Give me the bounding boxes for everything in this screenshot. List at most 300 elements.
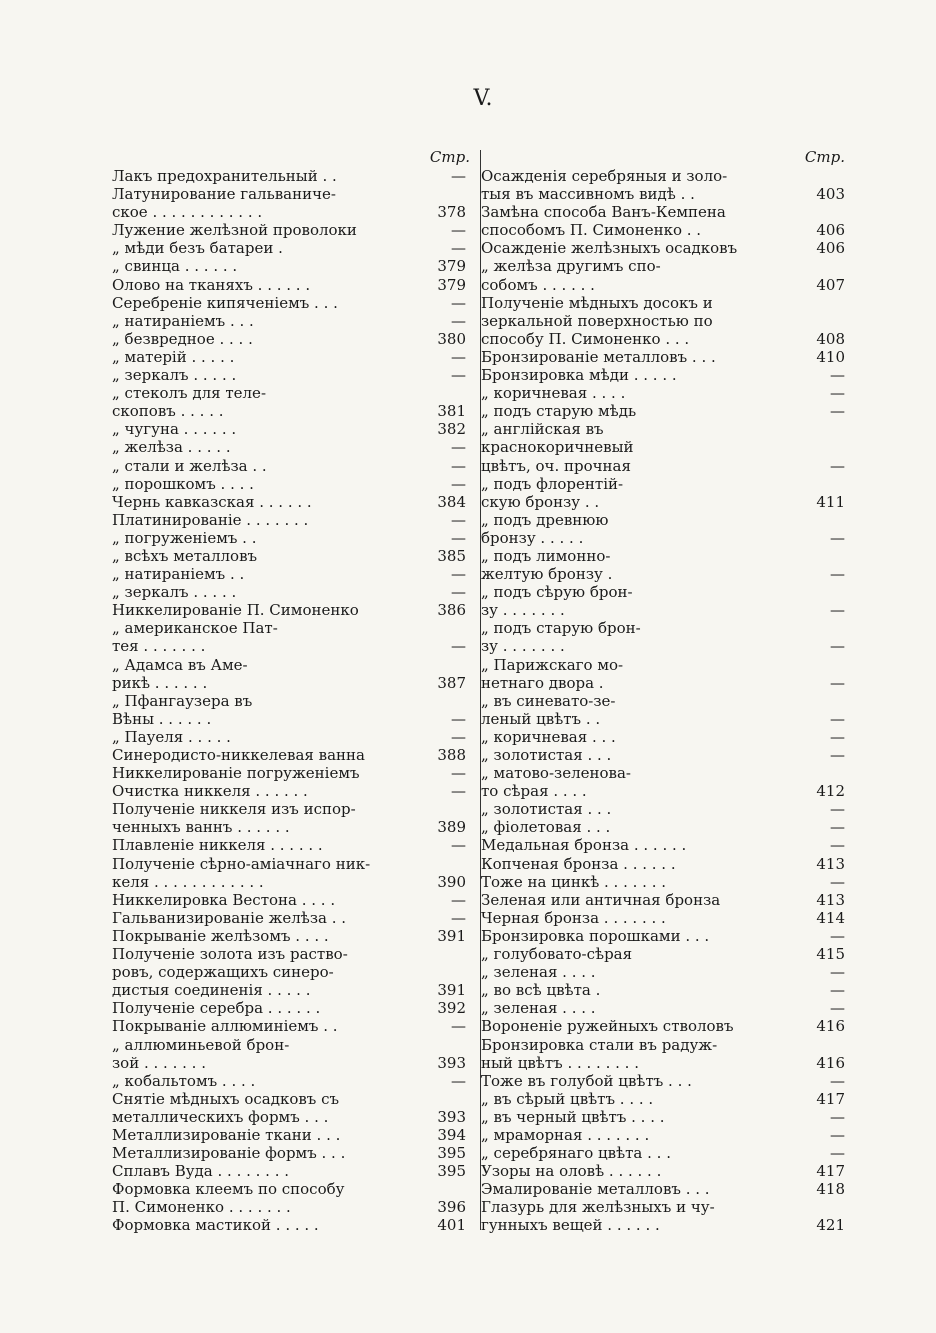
entry-page: — bbox=[830, 366, 845, 385]
entry-title: Бронзировка порошками . . . bbox=[481, 926, 710, 945]
entry-page: 413 bbox=[816, 854, 845, 873]
entry-page: — bbox=[830, 1071, 845, 1090]
entry-page: — bbox=[451, 438, 466, 457]
index-entry bbox=[112, 511, 470, 529]
entry-title: „ зеркалъ . . . . . bbox=[112, 583, 237, 602]
entry-title: Осажденіе желѣзныхъ осадковъ bbox=[481, 239, 738, 258]
index-entry bbox=[481, 891, 845, 909]
entry-title: бронзу . . . . . bbox=[481, 528, 584, 547]
index-entry bbox=[112, 366, 470, 384]
index-entry bbox=[481, 366, 845, 384]
entry-title: Полученіе никкеля изъ испор- bbox=[112, 800, 356, 819]
index-entry bbox=[481, 674, 845, 692]
index-entry bbox=[481, 1144, 845, 1162]
entry-title: Чернь кавказская . . . . . . bbox=[112, 492, 312, 511]
entry-title: зу . . . . . . . bbox=[481, 601, 565, 620]
index-entry bbox=[112, 746, 470, 764]
entry-page: — bbox=[830, 528, 845, 547]
entry-title: „ Адамса въ Аме- bbox=[112, 655, 248, 674]
index-entry bbox=[481, 800, 845, 818]
entry-page: — bbox=[830, 1125, 845, 1144]
entry-page: — bbox=[830, 836, 845, 855]
entry-title: Вороненіе ружейныхъ стволовъ bbox=[481, 1017, 734, 1036]
entry-title: Вѣны . . . . . . bbox=[112, 709, 212, 728]
index-entry bbox=[481, 438, 845, 456]
entry-page: — bbox=[451, 1017, 466, 1036]
index-entry bbox=[481, 330, 845, 348]
index-entry bbox=[112, 1036, 470, 1054]
entry-title: „ стали и желѣза . . bbox=[112, 456, 267, 475]
entry-title: „ золотистая . . . bbox=[481, 800, 612, 819]
entry-page: 413 bbox=[816, 890, 845, 909]
index-entry bbox=[112, 312, 470, 330]
entry-page: 396 bbox=[437, 1198, 466, 1217]
entry-page: — bbox=[451, 637, 466, 656]
entry-page: 401 bbox=[437, 1216, 466, 1235]
index-entry bbox=[112, 1017, 470, 1035]
entry-title: зу . . . . . . . bbox=[481, 637, 565, 656]
index-entry bbox=[112, 909, 470, 927]
entry-title: Формовка мастикой . . . . . bbox=[112, 1216, 319, 1235]
entry-title: „ фіолетовая . . . bbox=[481, 818, 611, 837]
entry-title: Металлизированіе формъ . . . bbox=[112, 1144, 346, 1163]
entry-page: 403 bbox=[816, 185, 845, 204]
entry-page: — bbox=[451, 474, 466, 493]
index-entry bbox=[481, 276, 845, 294]
page-column-header: Стр. bbox=[804, 148, 845, 166]
entry-page: 395 bbox=[437, 1144, 466, 1163]
entry-page: 406 bbox=[816, 239, 845, 258]
entry-page: 394 bbox=[437, 1125, 466, 1144]
index-entry bbox=[481, 475, 845, 493]
index-entry bbox=[481, 1017, 845, 1035]
entry-title: Никкелированіе погруженіемъ bbox=[112, 764, 360, 783]
entry-page: 410 bbox=[816, 347, 845, 366]
index-entry bbox=[112, 710, 470, 728]
index-entry bbox=[481, 909, 845, 927]
index-entry bbox=[112, 1162, 470, 1180]
entry-title: Очистка никкеля . . . . . . bbox=[112, 782, 308, 801]
index-entry bbox=[481, 1180, 845, 1198]
index-entry bbox=[481, 836, 845, 854]
entry-page: 416 bbox=[816, 1053, 845, 1072]
entry-page: — bbox=[451, 565, 466, 584]
entry-title: Полученіе серебра . . . . . . bbox=[112, 999, 321, 1018]
entry-page: — bbox=[451, 528, 466, 547]
index-entry bbox=[112, 438, 470, 456]
index-entry bbox=[112, 1126, 470, 1144]
entry-title: Зеленая или античная бронза bbox=[481, 890, 721, 909]
entry-page: — bbox=[830, 727, 845, 746]
entry-title: Плавленіе никкеля . . . . . . bbox=[112, 836, 323, 855]
entry-page: 414 bbox=[816, 908, 845, 927]
entry-title: „ подъ флорентій- bbox=[481, 474, 624, 493]
entry-page: 386 bbox=[437, 601, 466, 620]
entry-title: „ кобальтомъ . . . . bbox=[112, 1071, 256, 1090]
entry-page: 395 bbox=[437, 1162, 466, 1181]
entry-page: — bbox=[830, 999, 845, 1018]
entry-title: „ погруженіемъ . . bbox=[112, 528, 257, 547]
entry-page: 417 bbox=[816, 1089, 845, 1108]
entry-title: Медальная бронза . . . . . . bbox=[481, 836, 687, 855]
index-entry bbox=[481, 873, 845, 891]
index-entry bbox=[481, 1072, 845, 1090]
entry-title: „ подъ старую мѣдь bbox=[481, 402, 637, 421]
entry-title: скую бронзу . . bbox=[481, 492, 600, 511]
index-entry bbox=[481, 855, 845, 873]
index-entry bbox=[481, 619, 845, 637]
entry-page: 392 bbox=[437, 999, 466, 1018]
entry-title: Синеродисто-никкелевая ванна bbox=[112, 746, 365, 764]
index-entry bbox=[112, 1090, 470, 1108]
index-entry bbox=[481, 547, 845, 565]
entry-page: — bbox=[451, 709, 466, 728]
index-entry bbox=[481, 728, 845, 746]
index-entry bbox=[112, 873, 470, 891]
index-entry bbox=[112, 529, 470, 547]
page-number: V. bbox=[473, 86, 493, 111]
index-entry bbox=[112, 619, 470, 637]
entry-page: 391 bbox=[437, 981, 466, 1000]
entry-title: Тоже въ голубой цвѣтъ . . . bbox=[481, 1071, 692, 1090]
index-entry bbox=[481, 1108, 845, 1126]
entry-page: — bbox=[451, 908, 466, 927]
index-entry bbox=[481, 637, 845, 655]
entry-title: тея . . . . . . . bbox=[112, 637, 206, 656]
entry-title: „ Пфангаузера въ bbox=[112, 691, 253, 710]
entry-title: „ желѣза . . . . . bbox=[112, 438, 231, 457]
entry-title: Никкелировка Вестона . . . . bbox=[112, 890, 336, 909]
entry-page: — bbox=[830, 872, 845, 891]
entry-page: 418 bbox=[816, 1180, 845, 1199]
entry-page: — bbox=[830, 746, 845, 764]
entry-title: „ мѣди безъ батареи . bbox=[112, 239, 283, 258]
index-entry bbox=[112, 674, 470, 692]
index-entry bbox=[112, 221, 470, 239]
index-entry bbox=[112, 348, 470, 366]
index-entry bbox=[481, 348, 845, 366]
entry-page: 412 bbox=[816, 782, 845, 801]
index-entry bbox=[481, 294, 845, 312]
index-entry bbox=[112, 276, 470, 294]
entry-title: Покрываніе аллюминіемъ . . bbox=[112, 1017, 338, 1036]
page-column-header: Стр. bbox=[429, 148, 470, 166]
entry-title: П. Симоненко . . . . . . . bbox=[112, 1198, 291, 1217]
index-entry bbox=[481, 384, 845, 402]
index-entry bbox=[112, 782, 470, 800]
entry-title: „ серебрянаго цвѣта . . . bbox=[481, 1144, 671, 1163]
entry-title: Копченая бронза . . . . . . bbox=[481, 854, 676, 873]
index-entry bbox=[481, 1216, 845, 1234]
entry-title: „ зеленая . . . . bbox=[481, 963, 596, 982]
entry-page: — bbox=[451, 366, 466, 385]
entry-title: то сѣрая . . . . bbox=[481, 782, 587, 801]
entry-title: „ аллюминьевой брон- bbox=[112, 1035, 290, 1054]
entry-page: 408 bbox=[816, 329, 845, 348]
entry-title: „ мраморная . . . . . . . bbox=[481, 1125, 650, 1144]
index-entry bbox=[481, 1054, 845, 1072]
index-entry bbox=[112, 637, 470, 655]
index-entry bbox=[112, 1216, 470, 1234]
index-entry bbox=[481, 511, 845, 529]
index-entry bbox=[112, 855, 470, 873]
entry-page: 416 bbox=[816, 1017, 845, 1036]
entry-title: Гальванизированіе желѣза . . bbox=[112, 908, 347, 927]
entry-page: — bbox=[451, 890, 466, 909]
right-index-column bbox=[481, 148, 845, 1235]
entry-title: желтую бронзу . bbox=[481, 565, 613, 584]
entry-page: 384 bbox=[437, 492, 466, 511]
entry-title: Замѣна способа Ванъ-Кемпена bbox=[481, 203, 726, 222]
entry-title: краснокоричневый bbox=[481, 438, 634, 457]
index-entry bbox=[481, 457, 845, 475]
index-entry bbox=[481, 312, 845, 330]
entry-title: „ Парижскаго мо- bbox=[481, 655, 624, 674]
entry-page: — bbox=[451, 293, 466, 312]
entry-page: — bbox=[830, 402, 845, 421]
entry-page: — bbox=[451, 167, 466, 185]
entry-title: Осажденія серебряныя и золо- bbox=[481, 167, 728, 185]
entry-title: Платинированіе . . . . . . . bbox=[112, 510, 309, 529]
entry-page: 421 bbox=[816, 1216, 845, 1235]
entry-title: Сплавъ Вуда . . . . . . . . bbox=[112, 1162, 290, 1181]
index-entry bbox=[481, 1090, 845, 1108]
index-entry bbox=[112, 239, 470, 257]
entry-title: Латунирование гальваниче- bbox=[112, 185, 336, 204]
entry-title: Полученіе мѣдныхъ досокъ и bbox=[481, 293, 713, 312]
index-entry bbox=[112, 493, 470, 511]
index-entry bbox=[481, 601, 845, 619]
entry-title: „ зеленая . . . . bbox=[481, 999, 596, 1018]
entry-title: „ коричневая . . . . bbox=[481, 384, 626, 403]
entry-title: Полученіе сѣрно-аміачнаго ник- bbox=[112, 854, 371, 873]
entry-title: „ безвредное . . . . bbox=[112, 329, 253, 348]
index-entry bbox=[112, 294, 470, 312]
entry-page: 407 bbox=[816, 275, 845, 294]
entry-title: Бронзировка стали въ радуж- bbox=[481, 1035, 718, 1054]
entry-page: — bbox=[830, 1107, 845, 1126]
entry-page: 417 bbox=[816, 1162, 845, 1181]
index-entry bbox=[481, 999, 845, 1017]
entry-title: „ натираніемъ . . . bbox=[112, 311, 254, 330]
index-entry bbox=[112, 1144, 470, 1162]
entry-page: 390 bbox=[437, 872, 466, 891]
entry-title: „ всѣхъ металловъ bbox=[112, 546, 258, 565]
index-entry bbox=[481, 1198, 845, 1216]
entry-title: зеркальной поверхностью по bbox=[481, 311, 713, 330]
entry-page: — bbox=[451, 1071, 466, 1090]
entry-title: „ подъ сѣрую брон- bbox=[481, 583, 633, 602]
entry-page: 411 bbox=[816, 492, 845, 511]
entry-page: — bbox=[451, 727, 466, 746]
entry-title: „ зеркалъ . . . . . bbox=[112, 366, 237, 385]
entry-page: 385 bbox=[437, 546, 466, 565]
entry-title: собомъ . . . . . . bbox=[481, 275, 595, 294]
entry-page: 381 bbox=[437, 402, 466, 421]
entry-title: „ англійская въ bbox=[481, 420, 604, 439]
entry-title: Глазурь для желѣзныхъ и чу- bbox=[481, 1198, 715, 1217]
entry-page: 378 bbox=[437, 203, 466, 222]
index-entry bbox=[481, 583, 845, 601]
entry-page: 389 bbox=[437, 818, 466, 837]
entry-title: „ коричневая . . . bbox=[481, 727, 616, 746]
entry-title: „ голубовато-сѣрая bbox=[481, 945, 633, 964]
index-entry bbox=[112, 1198, 470, 1216]
entry-page: 388 bbox=[437, 746, 466, 764]
entry-title: „ чугуна . . . . . . bbox=[112, 420, 237, 439]
entry-page: — bbox=[451, 239, 466, 258]
index-entry bbox=[112, 818, 470, 836]
entry-title: металлическихъ формъ . . . bbox=[112, 1107, 329, 1126]
entry-title: Снятіе мѣдныхъ осадковъ съ bbox=[112, 1089, 340, 1108]
entry-page: — bbox=[830, 565, 845, 584]
entry-page: — bbox=[830, 1144, 845, 1163]
index-entry bbox=[112, 999, 470, 1017]
index-entry bbox=[481, 963, 845, 981]
entry-page: — bbox=[830, 926, 845, 945]
entry-page: — bbox=[830, 673, 845, 692]
entry-title: „ въ черный цвѣтъ . . . . bbox=[481, 1107, 665, 1126]
entry-page: 387 bbox=[437, 673, 466, 692]
index-entry bbox=[112, 203, 470, 221]
index-entry bbox=[481, 185, 845, 203]
entry-title: Бронзированіе металловъ . . . bbox=[481, 347, 716, 366]
entry-page: — bbox=[451, 782, 466, 801]
entry-title: гунныхъ вещей . . . . . . bbox=[481, 1216, 660, 1235]
index-entry bbox=[481, 529, 845, 547]
index-entry bbox=[112, 728, 470, 746]
index-entry bbox=[481, 1036, 845, 1054]
entry-page: — bbox=[451, 510, 466, 529]
entry-title: Бронзировка мѣди . . . . . bbox=[481, 366, 677, 385]
entry-title: „ стеколъ для теле- bbox=[112, 384, 267, 403]
index-entry bbox=[112, 963, 470, 981]
index-entry bbox=[481, 692, 845, 710]
entry-page: — bbox=[830, 800, 845, 819]
left-index-rows bbox=[112, 167, 470, 1235]
index-entry bbox=[481, 257, 845, 275]
right-index-rows bbox=[481, 167, 845, 1235]
entry-page: — bbox=[451, 456, 466, 475]
entry-page: — bbox=[830, 963, 845, 982]
index-entry bbox=[112, 420, 470, 438]
entry-title: ровъ, содержащихъ синеро- bbox=[112, 963, 334, 982]
index-entry bbox=[481, 402, 845, 420]
entry-page: 393 bbox=[437, 1107, 466, 1126]
entry-title: Полученіе золота изъ раство- bbox=[112, 945, 348, 964]
index-entry bbox=[112, 583, 470, 601]
entry-title: цвѣтъ, оч. прочная bbox=[481, 456, 631, 475]
entry-title: зой . . . . . . . bbox=[112, 1053, 206, 1072]
entry-title: тыя въ массивномъ видѣ . . bbox=[481, 185, 695, 204]
index-entry bbox=[112, 1108, 470, 1126]
index-entry bbox=[112, 565, 470, 583]
entry-title: способу П. Симоненко . . . bbox=[481, 329, 690, 348]
entry-title: „ Пауеля . . . . . bbox=[112, 727, 231, 746]
index-entry bbox=[481, 945, 845, 963]
entry-title: „ въ синевато-зе- bbox=[481, 691, 616, 710]
entry-title: „ подъ древнюю bbox=[481, 510, 609, 529]
index-entry bbox=[481, 203, 845, 221]
left-index-column bbox=[112, 148, 470, 1235]
entry-title: „ натираніемъ . . bbox=[112, 565, 245, 584]
index-entry bbox=[481, 420, 845, 438]
index-entry bbox=[481, 927, 845, 945]
entry-title: „ матерій . . . . . bbox=[112, 347, 235, 366]
entry-title: Лужение желѣзной проволоки bbox=[112, 221, 357, 240]
entry-page: 393 bbox=[437, 1053, 466, 1072]
index-entry bbox=[112, 185, 470, 203]
entry-title: Покрываніе желѣзомъ . . . . bbox=[112, 926, 329, 945]
entry-page: — bbox=[451, 347, 466, 366]
index-entry bbox=[481, 1126, 845, 1144]
entry-title: способомъ П. Симоненко . . bbox=[481, 221, 702, 240]
entry-page: — bbox=[451, 221, 466, 240]
entry-page: — bbox=[830, 818, 845, 837]
entry-page: 415 bbox=[816, 945, 845, 964]
entry-page: — bbox=[830, 384, 845, 403]
entry-page: — bbox=[830, 601, 845, 620]
entry-page: — bbox=[830, 981, 845, 1000]
index-entry bbox=[481, 493, 845, 511]
index-entry bbox=[112, 692, 470, 710]
index-entry bbox=[481, 221, 845, 239]
entry-page: — bbox=[830, 637, 845, 656]
entry-title: „ золотистая . . . bbox=[481, 746, 612, 764]
entry-title: „ свинца . . . . . . bbox=[112, 257, 238, 276]
index-entry bbox=[112, 1180, 470, 1198]
entry-title: Узоры на оловѣ . . . . . . bbox=[481, 1162, 662, 1181]
entry-title: „ въ сѣрый цвѣтъ . . . . bbox=[481, 1089, 654, 1108]
index-entry bbox=[112, 927, 470, 945]
entry-page: 379 bbox=[437, 257, 466, 276]
index-entry bbox=[481, 746, 845, 764]
index-entry bbox=[112, 945, 470, 963]
index-entry bbox=[481, 981, 845, 999]
index-entry bbox=[481, 1162, 845, 1180]
index-entry bbox=[481, 239, 845, 257]
index-entry bbox=[112, 257, 470, 275]
index-entry bbox=[481, 782, 845, 800]
entry-page: — bbox=[451, 764, 466, 783]
entry-title: ченныхъ ваннъ . . . . . . bbox=[112, 818, 290, 837]
index-entry bbox=[112, 457, 470, 475]
entry-title: Никкелированіе П. Симоненко bbox=[112, 601, 359, 620]
entry-title: дистыя соединенія . . . . . bbox=[112, 981, 311, 1000]
entry-title: Металлизированіе ткани . . . bbox=[112, 1125, 341, 1144]
index-entry bbox=[481, 656, 845, 674]
index-entry bbox=[112, 764, 470, 782]
entry-title: Олово на тканяхъ . . . . . . bbox=[112, 275, 311, 294]
entry-title: „ во всѣ цвѣта . bbox=[481, 981, 601, 1000]
index-entry bbox=[112, 891, 470, 909]
entry-title: „ подъ лимонно- bbox=[481, 546, 611, 565]
index-entry bbox=[481, 565, 845, 583]
index-entry bbox=[481, 818, 845, 836]
index-entry bbox=[112, 384, 470, 402]
entry-title: „ американское Пат- bbox=[112, 619, 278, 638]
entry-page: — bbox=[451, 311, 466, 330]
index-entry bbox=[112, 547, 470, 565]
index-entry bbox=[481, 167, 845, 185]
entry-page: — bbox=[451, 836, 466, 855]
entry-title: келя . . . . . . . . . . . . bbox=[112, 872, 264, 891]
entry-title: „ порошкомъ . . . . bbox=[112, 474, 254, 493]
index-entry bbox=[481, 710, 845, 728]
entry-title: „ желѣза другимъ спо- bbox=[481, 257, 661, 276]
entry-page: 382 bbox=[437, 420, 466, 439]
entry-title: рикѣ . . . . . . bbox=[112, 673, 208, 692]
